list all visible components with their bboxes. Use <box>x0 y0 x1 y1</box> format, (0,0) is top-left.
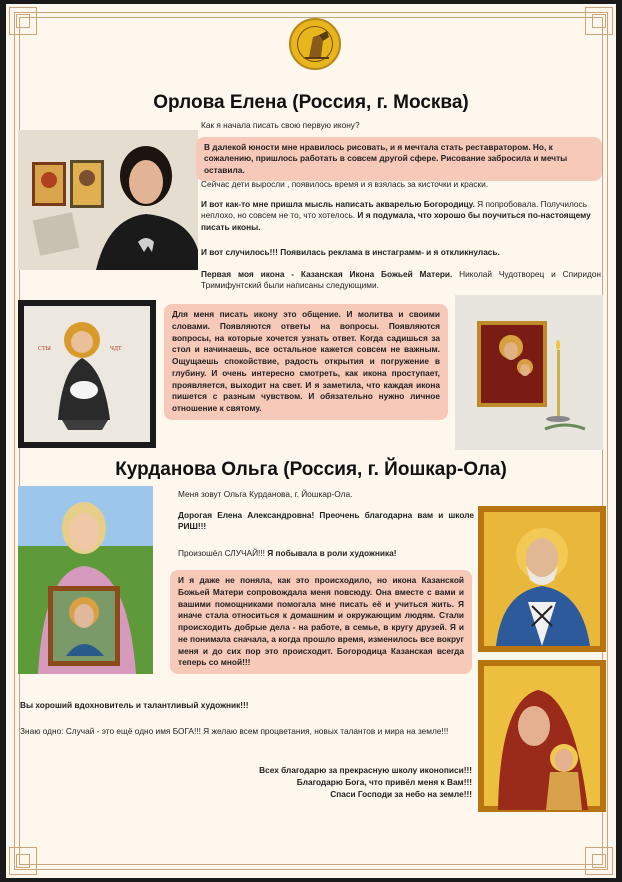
page <box>6 4 616 878</box>
school-logo <box>289 18 341 70</box>
paragraph-bold: И вот как-то мне пришла мысль написать акварелью Богородицу. <box>201 199 475 209</box>
paragraph-highlight <box>196 137 602 181</box>
quote-block-kurdanova <box>170 570 472 674</box>
paragraph-text <box>201 269 601 292</box>
paragraph-bold: Я побывала в роли художника! <box>267 548 397 558</box>
paragraph-text <box>201 199 601 233</box>
closing-line: Спаси Господи за небо на земле!!! <box>330 789 472 800</box>
section-title-orlova: Орлова Елена (Россия, г. Москва) <box>153 92 469 113</box>
icon-kazan-candle-photo <box>455 295 603 450</box>
closing-line: Всех благодарю за прекрасную школу иконописи!!! <box>259 765 472 775</box>
icon-nicholas-image <box>478 506 606 652</box>
quote-block-orlova <box>164 304 448 420</box>
question-text: Как я начала писать свою первую икону? <box>201 120 360 130</box>
intro-text: Меня зовут Ольга Курданова, г. Йошкар-Ола. <box>178 489 353 499</box>
closing-lines <box>259 764 472 800</box>
paragraph-bold: Дорогая Елена Александровна! Преочень благодарна вам и школе РИШ!!! <box>178 510 474 532</box>
paragraph-bold: Первая моя икона - Казанская Икона Божьей Матери. <box>201 269 453 279</box>
paragraph-text <box>20 700 460 711</box>
paragraph-normal: Я попробовала. Получилось неплохо, но совсем не то, что хотелось. <box>201 199 588 221</box>
paragraph-bold: И вот случилось!!! Появилась реклама в инстаграмм- и я откликнулась. <box>201 247 500 257</box>
section-title-kurdanova: Курданова Ольга (Россия, г. Йошкар-Ола) <box>115 459 507 480</box>
svg-text:ЧДТ: ЧДТ <box>110 346 122 352</box>
quote-text: Для меня писать икону это общение. И молитва и своими словами. Появляются ответы на вопросы. Появляются вопросы, на которые хочется узнать ответ. Когда садишься за стол и начинаешь, все остальное кажется совсем не важным. Ощущаешь спокойствие, радость открытия и погружение в глубину. И очень интересно смотреть, как икона проступает, проявляется, выходит на свет. И я заметила, что каждая икона пишется с разным чувством. И обязательно нужно личное отношение к святому. <box>172 309 440 414</box>
paragraph-normal: Произошёл СЛУЧАЙ!!! <box>178 548 268 558</box>
svg-text:СТЫ: СТЫ <box>38 346 51 352</box>
icon-spyridon-image <box>18 300 156 448</box>
paragraph-text <box>178 548 474 559</box>
paragraph-normal: Николай Чудотворец и Спиридон Тримифунтский были написаны следующими. <box>201 269 602 291</box>
paragraph-bold: Вы хороший вдохновитель и талантливый художник!!! <box>20 700 249 710</box>
photo-kurdanova-portrait <box>18 486 153 674</box>
paragraph-text: В далекой юности мне нравилось рисовать, и я мечтала стать реставратором. Но, к сожалению, пришлось работать в совсем другой сфере. Рисование забросила и мечты оставила. <box>204 142 568 175</box>
quote-text: И я даже не поняла, как это происходило, но икона Казанской Божьей Матери сопровождала меня повсюду. Она вместе с вами и вашими помощниками помогала мне писать её и учиться жить. Я иначе стала относиться к домашним и окружающим людям. Стали происходить добрые дела - на работе, в семье, в кругу друзей. Я и не понимала сначала, а когда прошло время, изменилось все вокруг меня и до сих пор это происходит. Богородица Казанская всегда теперь со мной!!! <box>178 575 464 668</box>
paragraph-text: Сейчас дети выросли , появилось время и я взялась за кисточки и краски. <box>201 179 489 189</box>
photo-orlova-portrait <box>18 130 198 270</box>
paragraph-bold: И я подумала, что хорошо бы поучиться по-настоящему писать иконы. <box>201 210 591 232</box>
corner-ornament <box>9 7 37 35</box>
corner-ornament <box>585 847 613 875</box>
corner-ornament <box>585 7 613 35</box>
icon-kazan-mother-image <box>478 660 606 812</box>
corner-ornament <box>9 847 37 875</box>
paragraph-text: Знаю одно: Случай - это ещё одно имя БОГА!!! Я желаю всем процветания, новых талантов и мира на земле!!! <box>20 726 449 736</box>
paragraph-text <box>178 510 474 533</box>
closing-line: Благодарю Бога, что привёл меня к Вам!!! <box>296 777 472 788</box>
paragraph-text <box>201 247 601 258</box>
